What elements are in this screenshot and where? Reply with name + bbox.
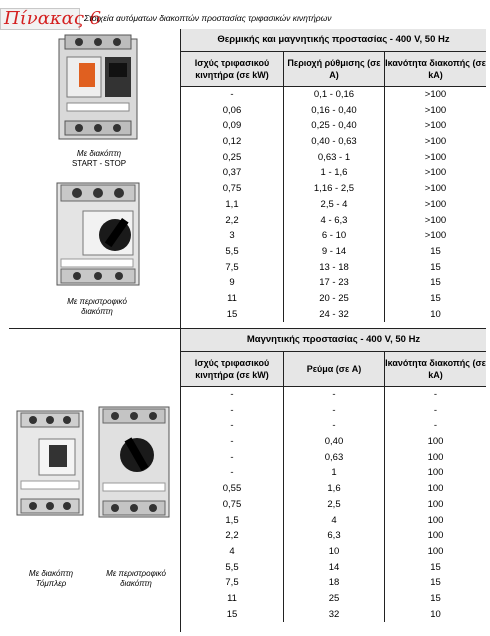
tumbler-breaker-image [15, 407, 85, 519]
table-cell: 100 [427, 545, 444, 557]
table-cell: - [181, 418, 284, 434]
table-cell: 0,12 [181, 134, 284, 150]
table-cell: 24 - 32 [284, 307, 385, 323]
table-cell: - [181, 450, 284, 466]
table-row [181, 560, 486, 576]
table-cell: 2,2 [181, 528, 284, 544]
table-row [181, 497, 486, 513]
table1-col-range: Περιοχή ρύθμισης (σε A) [284, 52, 385, 86]
table-cell: 32 [284, 607, 385, 623]
table-cell: - [433, 404, 438, 416]
table1-body [181, 87, 486, 322]
table-cell: 25 [284, 591, 385, 607]
table-cell: 0,25 - 0,40 [284, 118, 385, 134]
table-cell: 4 [284, 513, 385, 529]
table-row [181, 513, 486, 529]
table-caption: Στοιχεία αυτόματων διακοπτών προστασίας τριφασικών κινητήρων [84, 13, 332, 23]
table-cell: 0,75 [181, 497, 284, 513]
table-cell: 11 [181, 591, 284, 607]
tumbler-caption: Με διακόπτη Τόμπλερ [28, 569, 74, 588]
section-thermal-magnetic [9, 29, 486, 328]
table-row [181, 465, 486, 481]
table-cell: 0,16 - 0,40 [284, 103, 385, 119]
table-cell: 9 [181, 275, 284, 291]
table-cell: - [284, 418, 385, 434]
section-magnetic [9, 328, 486, 632]
start-stop-breaker-image [57, 33, 139, 145]
table-cell: 0,63 - 1 [284, 150, 385, 166]
table-row [181, 528, 486, 544]
table-cell: >100 [424, 183, 447, 195]
table-row [181, 291, 486, 307]
table-cell: 1,16 - 2,5 [284, 181, 385, 197]
table-cell: - [181, 434, 284, 450]
table-cell: 13 - 18 [284, 260, 385, 276]
table-cell: 10 [430, 308, 441, 320]
table-cell: >100 [424, 151, 447, 163]
table-row [181, 87, 486, 103]
table-cell: 1,5 [181, 513, 284, 529]
table-cell: 4 [181, 544, 284, 560]
table-number-tag: Πίνακας 6 [0, 8, 80, 30]
table-cell: 100 [427, 483, 444, 495]
magnetic-table [181, 329, 486, 622]
table-row [181, 244, 486, 260]
table2-title: Μαγνητικής προστασίας - 400 V, 50 Hz [181, 329, 486, 352]
table-cell: 5,5 [181, 560, 284, 576]
table-row [181, 228, 486, 244]
table-cell: >100 [424, 230, 447, 242]
table-row [181, 103, 486, 119]
table-row [181, 403, 486, 419]
table1-header-row [181, 52, 486, 87]
table-cell: >100 [424, 104, 447, 116]
table2-col-current: Ρεύμα (σε A) [284, 352, 385, 386]
table-row [181, 450, 486, 466]
table-cell: 17 - 23 [284, 275, 385, 291]
table-cell: 6 - 10 [284, 228, 385, 244]
table-cell: 0,09 [181, 118, 284, 134]
table-cell: 0,06 [181, 103, 284, 119]
table-cell: 0,40 [284, 434, 385, 450]
table-cell: 100 [427, 514, 444, 526]
table-row [181, 118, 486, 134]
table-row [181, 307, 486, 323]
table-row [181, 213, 486, 229]
table-row [181, 165, 486, 181]
table-row [181, 418, 486, 434]
table-cell: 0,63 [284, 450, 385, 466]
table-row [181, 607, 486, 623]
table-cell: >100 [424, 214, 447, 226]
table-cell: 0,75 [181, 181, 284, 197]
table-cell: 15 [430, 561, 441, 573]
rotary-caption-2: Με περιστροφικό διακόπτη [106, 569, 166, 588]
thermal-magnetic-table [181, 29, 486, 322]
table-row [181, 481, 486, 497]
table-cell: 2,5 [284, 497, 385, 513]
table-row [181, 134, 486, 150]
section1-images [9, 29, 181, 328]
table1-title: Θερμικής και μαγνητικής προστασίας - 400 V, 50 Hz [181, 29, 486, 52]
table-cell: >100 [424, 89, 447, 100]
table1-col-breaking: Ικανότητα διακοπής (σε kA) [385, 58, 486, 80]
table-cell: 15 [430, 292, 441, 304]
table-cell: - [433, 389, 438, 400]
table-cell: 1,6 [284, 481, 385, 497]
table-row [181, 575, 486, 591]
table-cell: 15 [181, 307, 284, 323]
table-cell: 14 [284, 560, 385, 576]
table-cell: 0,25 [181, 150, 284, 166]
table-row [181, 275, 486, 291]
table-cell: 15 [430, 261, 441, 273]
table-cell: 100 [427, 498, 444, 510]
table-cell: 10 [284, 544, 385, 560]
table-cell: 4 - 6,3 [284, 213, 385, 229]
section2-images [9, 329, 181, 632]
table-cell: >100 [424, 136, 447, 148]
table-row [181, 591, 486, 607]
table2-col-power: Ισχύς τριφασικού κινητήρα (σε kW) [181, 352, 284, 386]
table-row [181, 434, 486, 450]
table-cell: >100 [424, 167, 447, 179]
table-cell: 9 - 14 [284, 244, 385, 260]
table-cell: - [181, 87, 284, 103]
table-cell: 5,5 [181, 244, 284, 260]
table-cell: - [433, 420, 438, 432]
table-cell: 7,5 [181, 260, 284, 276]
table-cell: 7,5 [181, 575, 284, 591]
table-cell: 6,3 [284, 528, 385, 544]
table-cell: 20 - 25 [284, 291, 385, 307]
table-cell: 11 [181, 291, 284, 307]
table-cell: 100 [427, 530, 444, 542]
start-stop-caption: Με διακόπτη START - STOP [71, 149, 127, 168]
table-cell: 1 - 1,6 [284, 165, 385, 181]
table-cell: >100 [424, 120, 447, 132]
table-cell: 15 [430, 277, 441, 289]
table1-col-power: Ισχύς τριφασικού κινητήρα (σε kW) [181, 52, 284, 86]
table-cell: 15 [430, 592, 441, 604]
rotary-caption-1: Με περιστροφικό διακόπτη [67, 297, 127, 316]
table-cell: 15 [430, 577, 441, 589]
table-cell: 2,2 [181, 213, 284, 229]
table2-header-row [181, 352, 486, 387]
table-cell: 15 [430, 245, 441, 257]
table-cell: >100 [424, 198, 447, 210]
table-row [181, 150, 486, 166]
table-row [181, 260, 486, 276]
table-cell: - [284, 403, 385, 419]
table-cell: - [284, 387, 385, 403]
table-cell: - [181, 465, 284, 481]
table-cell: - [181, 403, 284, 419]
table-cell: 18 [284, 575, 385, 591]
table2-body [181, 387, 486, 622]
table2-col-breaking: Ικανότητα διακοπής (σε kA) [385, 358, 486, 380]
table-cell: 0,1 - 0,16 [284, 87, 385, 103]
table-cell: 15 [181, 607, 284, 623]
table-cell: 100 [427, 436, 444, 448]
table-row [181, 197, 486, 213]
table-cell: 100 [427, 451, 444, 463]
table-cell: 3 [181, 228, 284, 244]
table-cell: 0,55 [181, 481, 284, 497]
table-row [181, 387, 486, 403]
rotary-breaker-image [53, 179, 143, 289]
table-row [181, 181, 486, 197]
table-cell: 1,1 [181, 197, 284, 213]
table-cell: 100 [427, 467, 444, 479]
table-cell: - [181, 387, 284, 403]
rotary-breaker-image-2 [97, 403, 171, 521]
table-cell: 2,5 - 4 [284, 197, 385, 213]
table-cell: 10 [430, 608, 441, 620]
table-row [181, 544, 486, 560]
table-cell: 0,37 [181, 165, 284, 181]
table-cell: 0,40 - 0,63 [284, 134, 385, 150]
table-cell: 1 [284, 465, 385, 481]
